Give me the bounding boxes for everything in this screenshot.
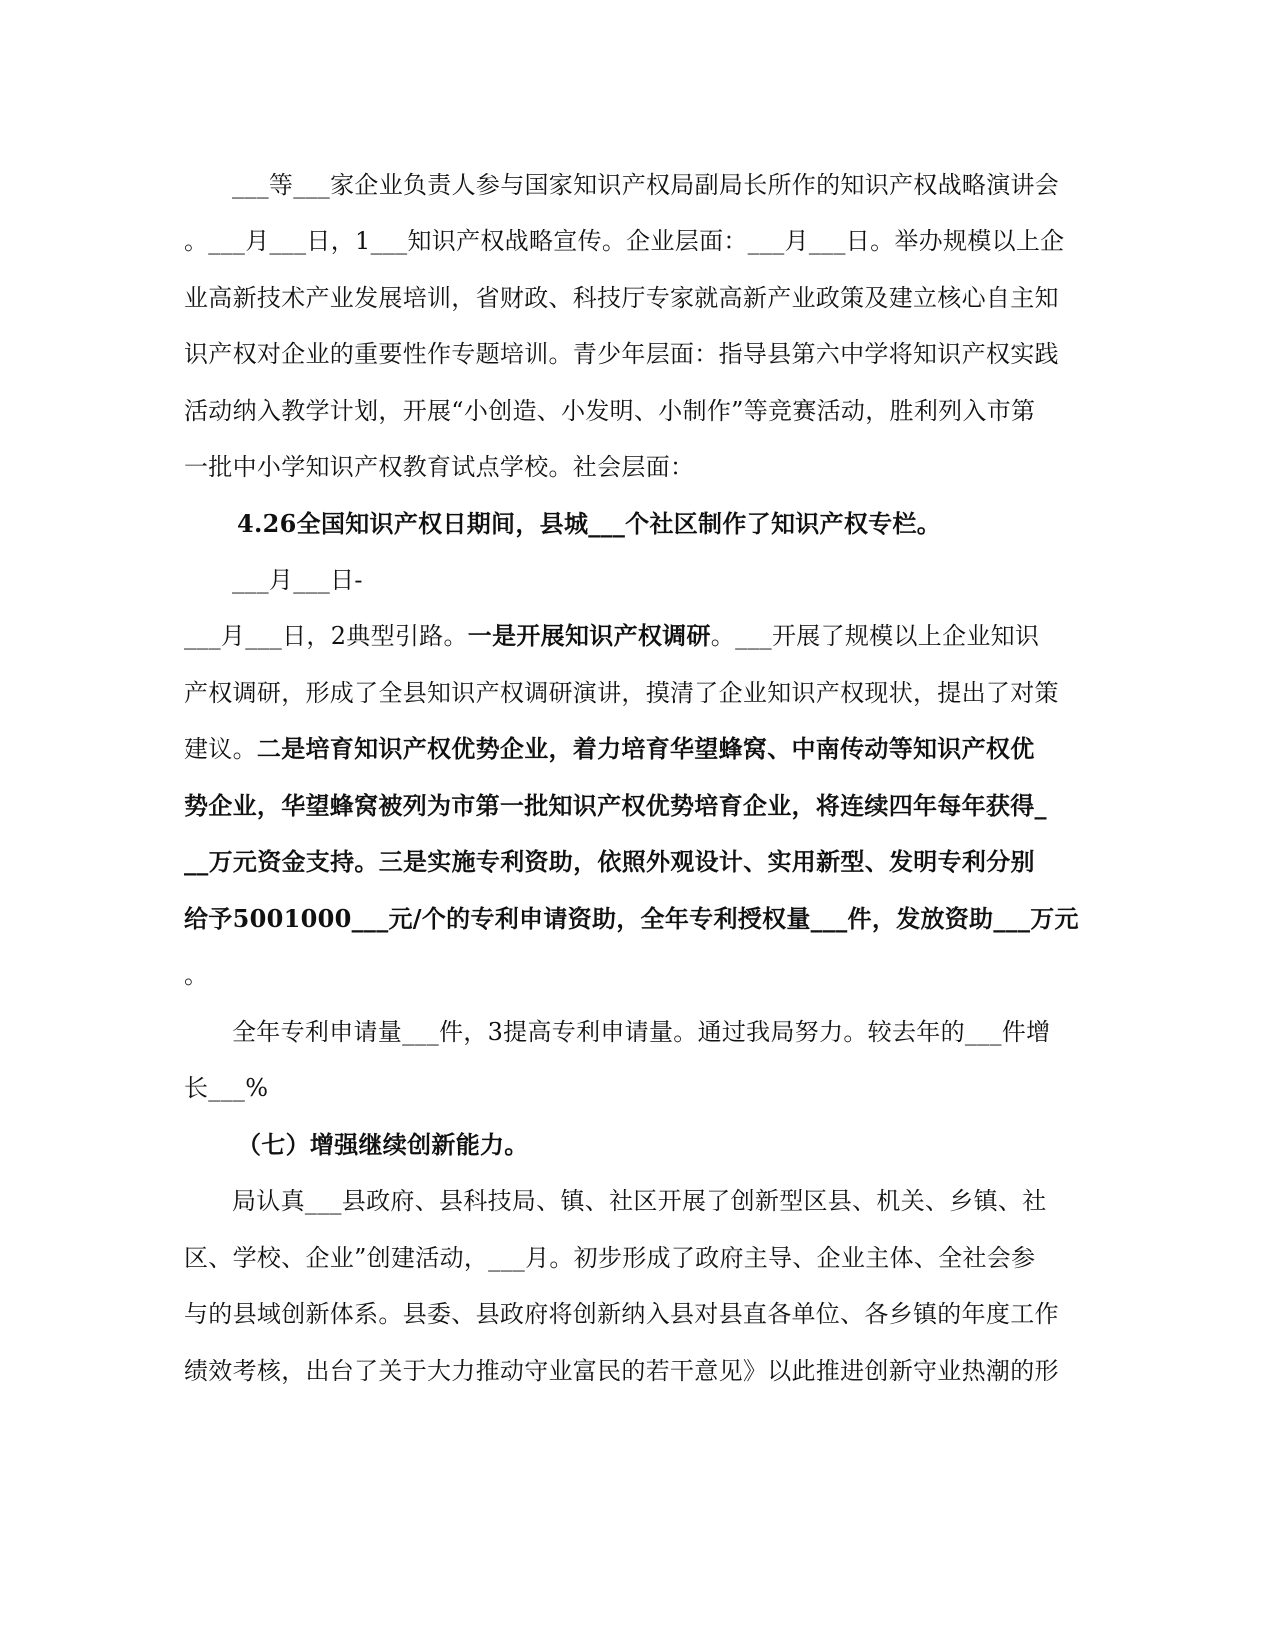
paragraph-line: 长___% xyxy=(184,1074,269,1102)
line-segment: 。___开展了规模以上企业知识 xyxy=(710,622,1040,650)
paragraph-line: 与的县域创新体系。县委、县政府将创新纳入县对县直各单位、各乡镇的年度工作 xyxy=(184,1300,1059,1328)
paragraph-line: 活动纳入教学计划，开展“小创造、小发明、小制作”等竞赛活动，胜利列入市第 xyxy=(184,397,1036,425)
paragraph-line: 一批中小学知识产权教育试点学校。社会层面： xyxy=(184,453,695,481)
paragraph-line: ___月___日- xyxy=(232,566,363,594)
line-segment: 建议。 xyxy=(184,735,257,763)
paragraph-line: 全年专利申请量___件，3提高专利申请量。通过我局努力。较去年的___件增 xyxy=(232,1018,1051,1046)
section-heading: （七）增强继续创新能力。 xyxy=(237,1130,529,1159)
paragraph-line: 业高新技术产业发展培训，省财政、科技厅专家就高新产业政策及建立核心自主知 xyxy=(184,284,1059,312)
paragraph-line: ___等___家企业负责人参与国家知识产权局副局长所作的知识产权战略演讲会 xyxy=(232,171,1060,199)
bold-segment: 一是开展知识产权调研 xyxy=(467,621,711,650)
paragraph-line: 。___月___日，1___知识产权战略宣传。企业层面：___月___日。举办规模以上企 xyxy=(184,227,1065,255)
paragraph-line: 区、学校、企业”创建活动，___月。初步形成了政府主导、企业主体、全社会参 xyxy=(184,1244,1036,1272)
paragraph-line: 产权调研，形成了全县知识产权调研演讲，摸清了企业知识产权现状，提出了对策 xyxy=(184,679,1059,707)
bold-paragraph-line: 给予5001000___元/个的专利申请资助，全年专利授权量___件，发放资助___万元 xyxy=(184,904,1079,933)
paragraph-line: 。 xyxy=(184,961,209,989)
line-segment: ___月___日，2典型引路。 xyxy=(184,622,468,650)
paragraph-line xyxy=(184,733,1035,765)
bold-paragraph-line: 势企业，华望蜂窝被列为市第一批知识产权优势培育企业，将连续四年每年获得_ xyxy=(184,791,1047,820)
bold-paragraph-line: 4.26全国知识产权日期间，县城___个社区制作了知识产权专栏。 xyxy=(237,509,942,538)
bold-paragraph-line: __万元资金支持。三是实施专利资助，依照外观设计、实用新型、发明专利分别 xyxy=(184,847,1035,876)
paragraph-line: 绩效考核，出台了关于大力推动守业富民的若干意见》以此推进创新守业热潮的形 xyxy=(184,1357,1059,1385)
paragraph-line: 局认真___县政府、县科技局、镇、社区开展了创新型区县、机关、乡镇、社 xyxy=(232,1187,1047,1215)
paragraph-line: 识产权对企业的重要性作专题培训。青少年层面：指导县第六中学将知识产权实践 xyxy=(184,340,1059,368)
bold-segment: 二是培育知识产权优势企业，着力培育华望蜂窝、中南传动等知识产权优 xyxy=(256,734,1035,763)
paragraph-line xyxy=(184,620,1039,652)
